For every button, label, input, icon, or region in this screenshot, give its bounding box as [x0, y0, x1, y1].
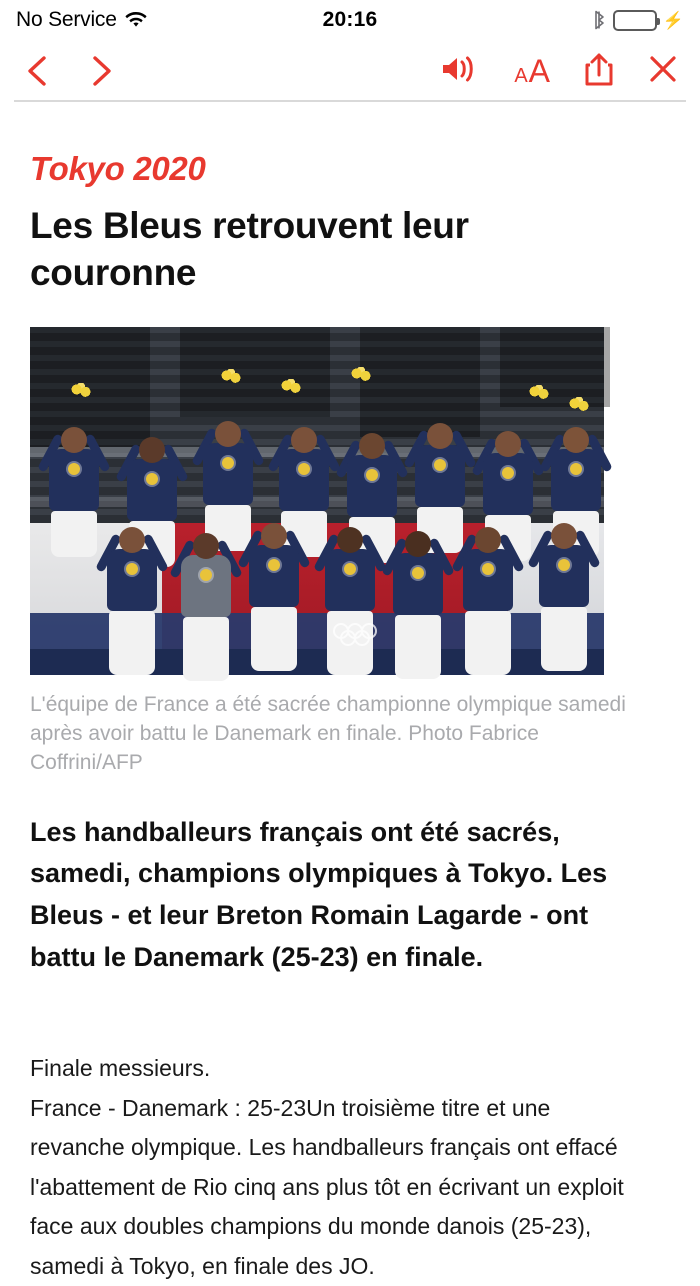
body-paragraph: Finale messieurs.: [30, 1055, 211, 1081]
text-size-button[interactable]: [514, 55, 550, 87]
chevron-left-icon[interactable]: [22, 54, 52, 88]
chevron-right-icon[interactable]: [86, 54, 116, 88]
lightning-bolt-icon: ⚡: [662, 10, 684, 30]
toolbar-nav-group: [22, 54, 116, 88]
article-standfirst: Les handballeurs français ont été sacrés, samedi, champions olympiques à Tokyo. Les Bleus - et leur Breton Romain Lagarde - ont battu le Danemark (25-23) en finale.: [30, 816, 608, 973]
battery-icon: [613, 10, 657, 31]
article-hero-photo: [30, 327, 604, 675]
share-upload-icon[interactable]: [584, 51, 614, 92]
text-size-large-label: A: [528, 53, 550, 89]
status-bar: [0, 0, 700, 40]
article-photo-caption: L'équipe de France a été sacrée championne olympique samedi après avoir battu le Danemark en finale. Photo Fabrice Coffrini/AFP: [30, 692, 626, 774]
close-x-icon[interactable]: [648, 54, 678, 89]
reader-toolbar: [0, 40, 700, 102]
olympic-rings-icon: [330, 623, 400, 645]
carrier-label: No Service: [16, 8, 117, 31]
status-bar-clock: 20:16: [322, 8, 378, 31]
article-headline: Les Bleus retrouvent leur couronne: [30, 205, 469, 294]
speaker-loud-icon[interactable]: [440, 54, 480, 89]
body-paragraph: France - Danemark : 25-23Un troisième titre et une revanche olympique. Les handballeurs français ont effacé l'abattement de Rio cinq ans plus tôt en écrivant un exploit face aux doubles champions du monde danois (25-23),: [30, 1094, 624, 1240]
toolbar-actions: [440, 51, 678, 92]
article-body: [30, 1049, 640, 1279]
text-size-small-label: A: [514, 65, 528, 87]
toolbar-divider: [14, 100, 686, 102]
article-container: [0, 150, 700, 1279]
article-kicker[interactable]: Tokyo 2020: [30, 150, 206, 187]
body-paragraph: samedi à Tokyo, en finale des JO.: [30, 1252, 375, 1279]
